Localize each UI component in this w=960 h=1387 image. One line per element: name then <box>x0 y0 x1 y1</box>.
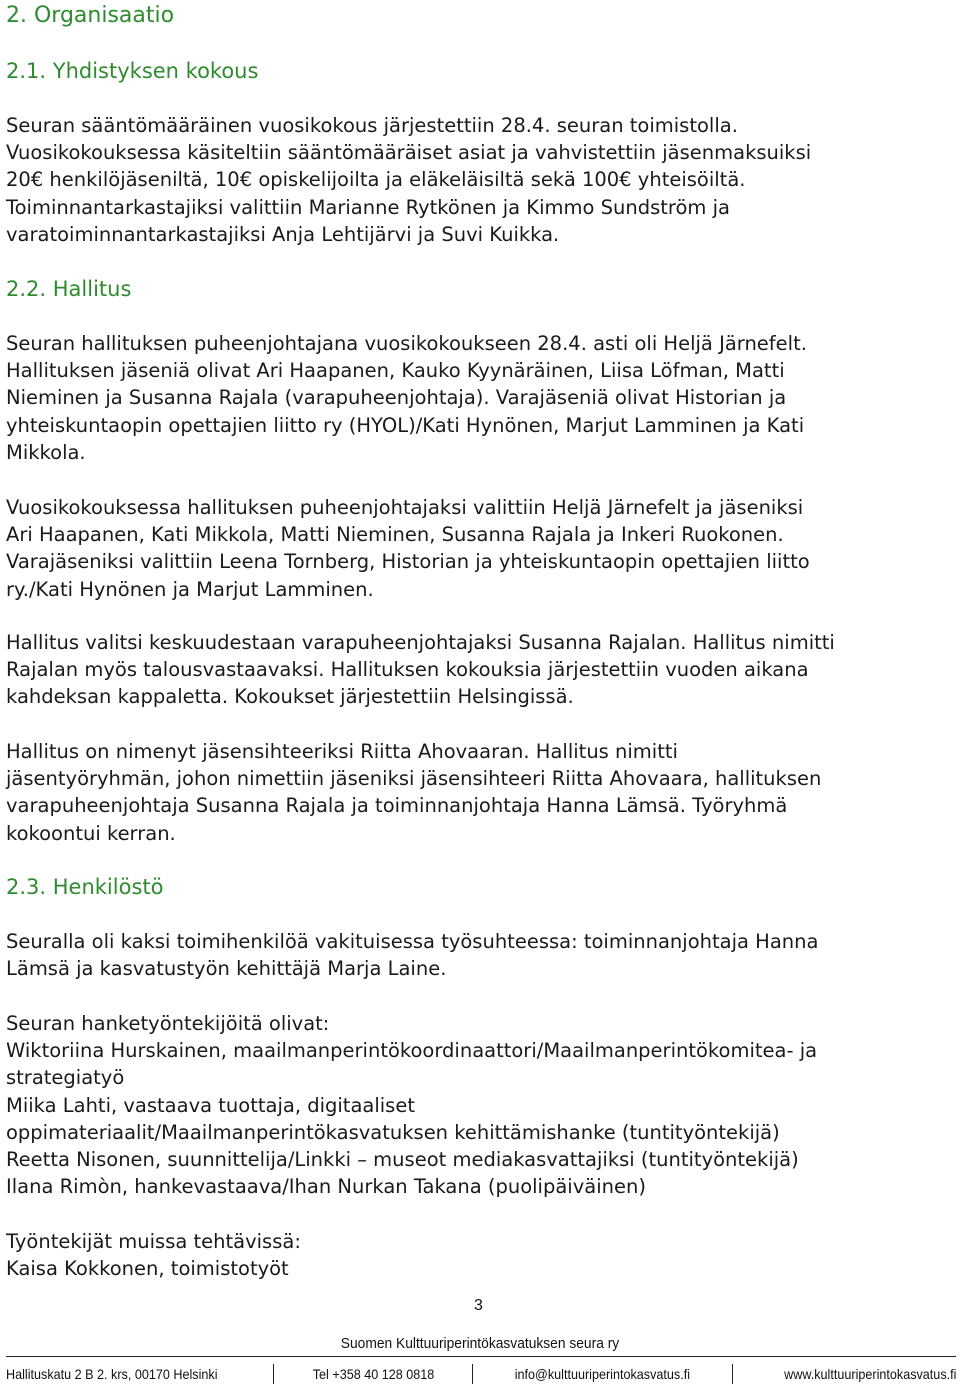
text-line: yhteiskuntaopin opettajien liitto ry (HYOL)/Kati Hynönen, Marjut Lamminen ja Kati <box>6 413 805 437</box>
text-line: varapuheenjohtaja Susanna Rajala ja toiminnanjohtaja Hanna Lämsä. Työryhmä <box>6 794 788 818</box>
text-line: Seuralla oli kaksi toimihenkilöä vakituisessa työsuhteessa: toiminnanjohtaja Hanna <box>6 930 819 953</box>
paragraph-board-meetings <box>6 629 954 711</box>
text-line: Ilana Rimòn, hankevastaava/Ihan Nurkan Takana (puolipäiväinen) <box>6 1175 646 1199</box>
footer-separator <box>732 1364 733 1384</box>
text-line: Reetta Nisonen, suunnittelija/Linkki – museot mediakasvattajiksi (tuntityöntekijä) <box>6 1148 799 1172</box>
page-number: 3 <box>474 1297 483 1314</box>
text-line: Hallitus valitsi keskuudestaan varapuheenjohtajaksi Susanna Rajalan. Hallitus nimitti <box>6 631 835 654</box>
footer-address: Hallituskatu 2 B 2. krs, 00170 Helsinki <box>6 1366 218 1382</box>
text-line: Hallitus on nimenyt jäsensihteeriksi Riitta Ahovaaran. Hallitus nimitti <box>6 740 678 763</box>
text-line: Nieminen ja Susanna Rajala (varapuheenjohtaja). Varajäseniä olivat Historian ja <box>6 386 787 410</box>
text-line: Vuosikokouksessa käsiteltiin sääntömääräiset asiat ja vahvistettiin jäsenmaksuiksi <box>6 141 812 165</box>
main-heading: 2. Organisaatio <box>6 3 175 28</box>
text-line: Kaisa Kokkonen, toimistotyöt <box>6 1257 289 1281</box>
text-line: varatoiminnantarkastajiksi Anja Lehtijärvi ja Suvi Kuikka. <box>6 222 560 246</box>
footer-separator <box>273 1364 274 1384</box>
footer-separator <box>472 1364 473 1384</box>
text-line: Seuran hallituksen puheenjohtajana vuosikokoukseen 28.4. asti oli Heljä Järnefelt. <box>6 332 807 355</box>
text-line: strategiatyö <box>6 1066 125 1090</box>
text-line: Toiminnantarkastajiksi valittiin Marianne Rytkönen ja Kimmo Sundström ja <box>6 195 730 219</box>
footer-organization-name: Suomen Kulttuuriperintökasvatuksen seura ry <box>340 1335 620 1352</box>
paragraph-board-election <box>6 494 954 603</box>
text-line: 20€ henkilöjäseniltä, 10€ opiskelijoilta ja eläkeläisiltä sekä 100€ yhteisöiltä. <box>6 168 746 192</box>
footer-contact-row <box>6 1363 956 1385</box>
section-heading-2-1: 2.1. Yhdistyksen kokous <box>6 59 259 83</box>
text-line: kahdeksan kappaletta. Kokoukset järjestettiin Helsingissä. <box>6 685 574 709</box>
paragraph-board-members <box>6 330 954 466</box>
paragraph-member-secretary <box>6 738 954 847</box>
text-line: Lämsä ja kasvatustyön kehittäjä Marja Laine. <box>6 957 447 981</box>
footer-phone: Tel +358 40 128 0818 <box>312 1366 434 1382</box>
footer-divider <box>6 1356 956 1357</box>
text-line: Työntekijät muissa tehtävissä: <box>6 1230 301 1253</box>
text-line: Seuran sääntömääräinen vuosikokous järjestettiin 28.4. seuran toimistolla. <box>6 114 738 137</box>
text-line: kokoontui kerran. <box>6 821 176 845</box>
text-line: oppimateriaalit/Maailmanperintökasvatuksen kehittämishanke (tuntityöntekijä) <box>6 1120 780 1144</box>
text-line: Mikkola. <box>6 440 86 464</box>
text-line: jäsentyöryhmän, johon nimettiin jäseniksi jäsensihteeri Riitta Ahovaara, hallituksen <box>6 767 822 791</box>
paragraph-other-workers <box>6 1228 954 1282</box>
text-line: Varajäseniksi valittiin Leena Tornberg, Historian ja yhteiskuntaopin opettajien liitto <box>6 550 810 574</box>
text-line: Vuosikokouksessa hallituksen puheenjohtajaksi valittiin Heljä Järnefelt ja jäseniksi <box>6 496 804 519</box>
paragraph-annual-meeting <box>6 112 954 248</box>
text-line: Ari Haapanen, Kati Mikkola, Matti Nieminen, Susanna Rajala ja Inkeri Ruokonen. <box>6 523 784 547</box>
paragraph-project-workers <box>6 1010 954 1200</box>
text-line: Hallituksen jäseniä olivat Ari Haapanen, Kauko Kyynäräinen, Liisa Löfman, Matti <box>6 359 785 383</box>
section-heading-2-2: 2.2. Hallitus <box>6 277 132 301</box>
text-line: Seuran hanketyöntekijöitä olivat: <box>6 1012 330 1035</box>
section-heading-2-3: 2.3. Henkilöstö <box>6 875 164 899</box>
footer-email-link[interactable]: info@kulttuuriperintokasvatus.fi <box>514 1366 691 1382</box>
footer-website-link[interactable]: www.kulttuuriperintokasvatus.fi <box>783 1366 956 1382</box>
text-line: Rajalan myös talousvastaavaksi. Hallituksen kokouksia järjestettiin vuoden aikana <box>6 658 809 682</box>
paragraph-staff <box>6 928 954 982</box>
text-line: Miika Lahti, vastaava tuottaja, digitaaliset <box>6 1093 415 1117</box>
text-line: ry./Kati Hynönen ja Marjut Lamminen. <box>6 577 374 601</box>
text-line: Wiktoriina Hurskainen, maailmanperintökoordinaattori/Maailmanperintökomitea- ja <box>6 1039 818 1063</box>
